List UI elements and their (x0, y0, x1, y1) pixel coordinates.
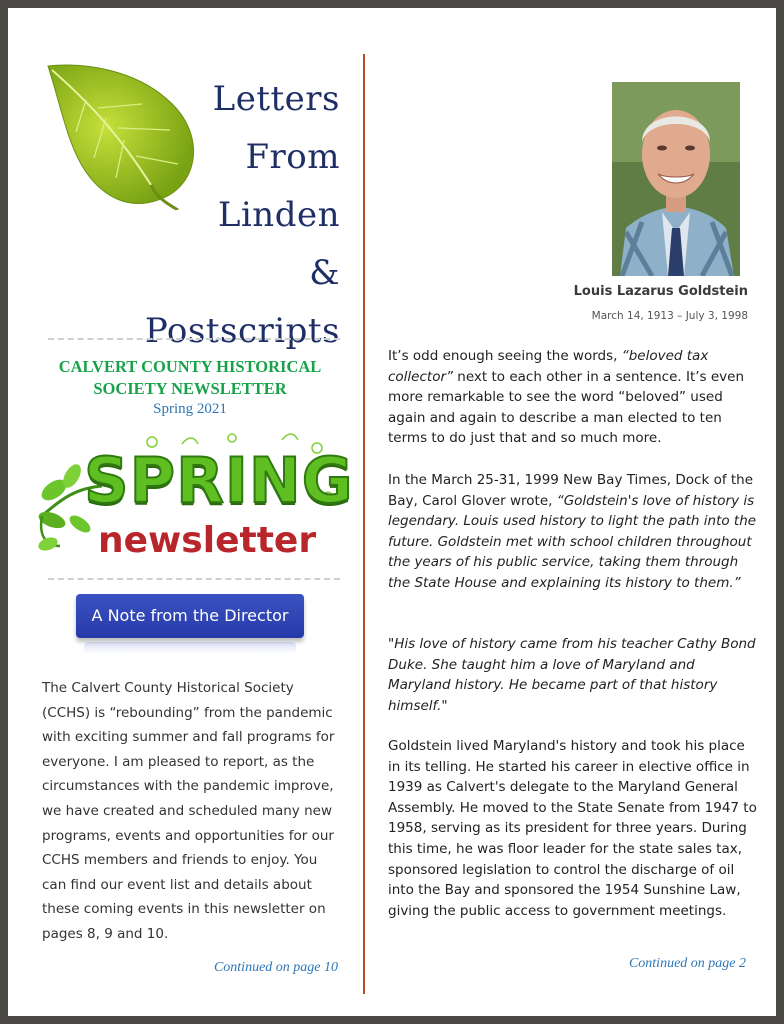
article-paragraph-2 (388, 470, 758, 594)
spring-wordmark: SPRING (84, 444, 354, 517)
p1-text-a: It’s odd enough seeing the words, (388, 348, 622, 364)
column-divider (363, 54, 365, 994)
p3-quote: "His love of history came from his teacher Cathy Bond Duke. She taught him a love of Maryland and Maryland history. He became part of that history himself." (388, 636, 756, 714)
note-from-director-button[interactable]: A Note from the Director (76, 594, 304, 638)
p1-text-b: next to each other in a sentence. It’s even more remarkable to see the word “beloved” used again and again to describe a man elected to ten terms to do just that and so much more. (388, 368, 745, 447)
society-name-line-2: SOCIETY NEWSLETTER (93, 379, 287, 398)
newsletter-title (128, 70, 340, 360)
p4-text: Goldstein lived Maryland's history and took his place in its telling. He started his career in elective office in 1939 as Calvert's delegate to the Maryland General Assembly. He moved to the State Senate from 1947 to 1958, serving as its president for three years. During this time, he was floor leader for the state sales tax, sponsored legislation to control the discharge of oil into the Bay and sponsored the 1954 Sunshine Law, giving the public access to government meetings. (388, 738, 757, 919)
continued-link-left[interactable]: Continued on page 10 (213, 960, 338, 975)
title-line-4: & Postscripts (144, 253, 340, 351)
title-line-3: Linden (217, 195, 340, 235)
continued-link-right[interactable]: Continued on page 2 (628, 956, 746, 971)
portrait-image (612, 82, 740, 276)
newsletter-wordmark: newsletter (98, 520, 317, 561)
portrait-caption-dates: March 14, 1913 – July 3, 1998 (591, 310, 748, 322)
director-note-text: The Calvert County Historical Society (CCHS) is “rebounding” from the pandemic with exciting summer and fall programs for everyone. I am pleased to report, as the circumstances with the pandemic improve, we have created and scheduled many new programs, events and opportunities for our CCHS members and friends to enjoy. You can find our event list and details about these coming events in this newsletter on pages 8, 9 and 10. (42, 680, 335, 942)
society-name (42, 356, 338, 400)
p2-text-a: In the March 25-31, 1999 New Bay Times, Dock of the Bay, Carol Glover wrote, (388, 472, 754, 509)
p2-quote: “Goldstein's love of history is legendary. Louis used history to light the path into the future. Goldstein met with school children throughout the years of his public service, taking them through the State House and explaining its history to them.” (388, 492, 757, 591)
title-line-1: Letters (212, 79, 340, 119)
article-paragraph-4 (388, 736, 758, 921)
issue-season: Spring 2021 (153, 401, 227, 417)
portrait-photo (612, 82, 740, 276)
title-line-2: From (245, 137, 340, 177)
article-paragraph-1 (388, 346, 758, 449)
society-name-line-1: CALVERT COUNTY HISTORICAL (58, 357, 322, 376)
portrait-caption-name: Louis Lazarus Goldstein (573, 284, 748, 299)
article-paragraph-3 (388, 634, 758, 716)
newsletter-page (8, 8, 776, 1016)
p1-quote: “beloved tax collector” (388, 348, 709, 385)
dashed-divider-top (48, 338, 340, 340)
dashed-divider-bottom (48, 578, 340, 580)
